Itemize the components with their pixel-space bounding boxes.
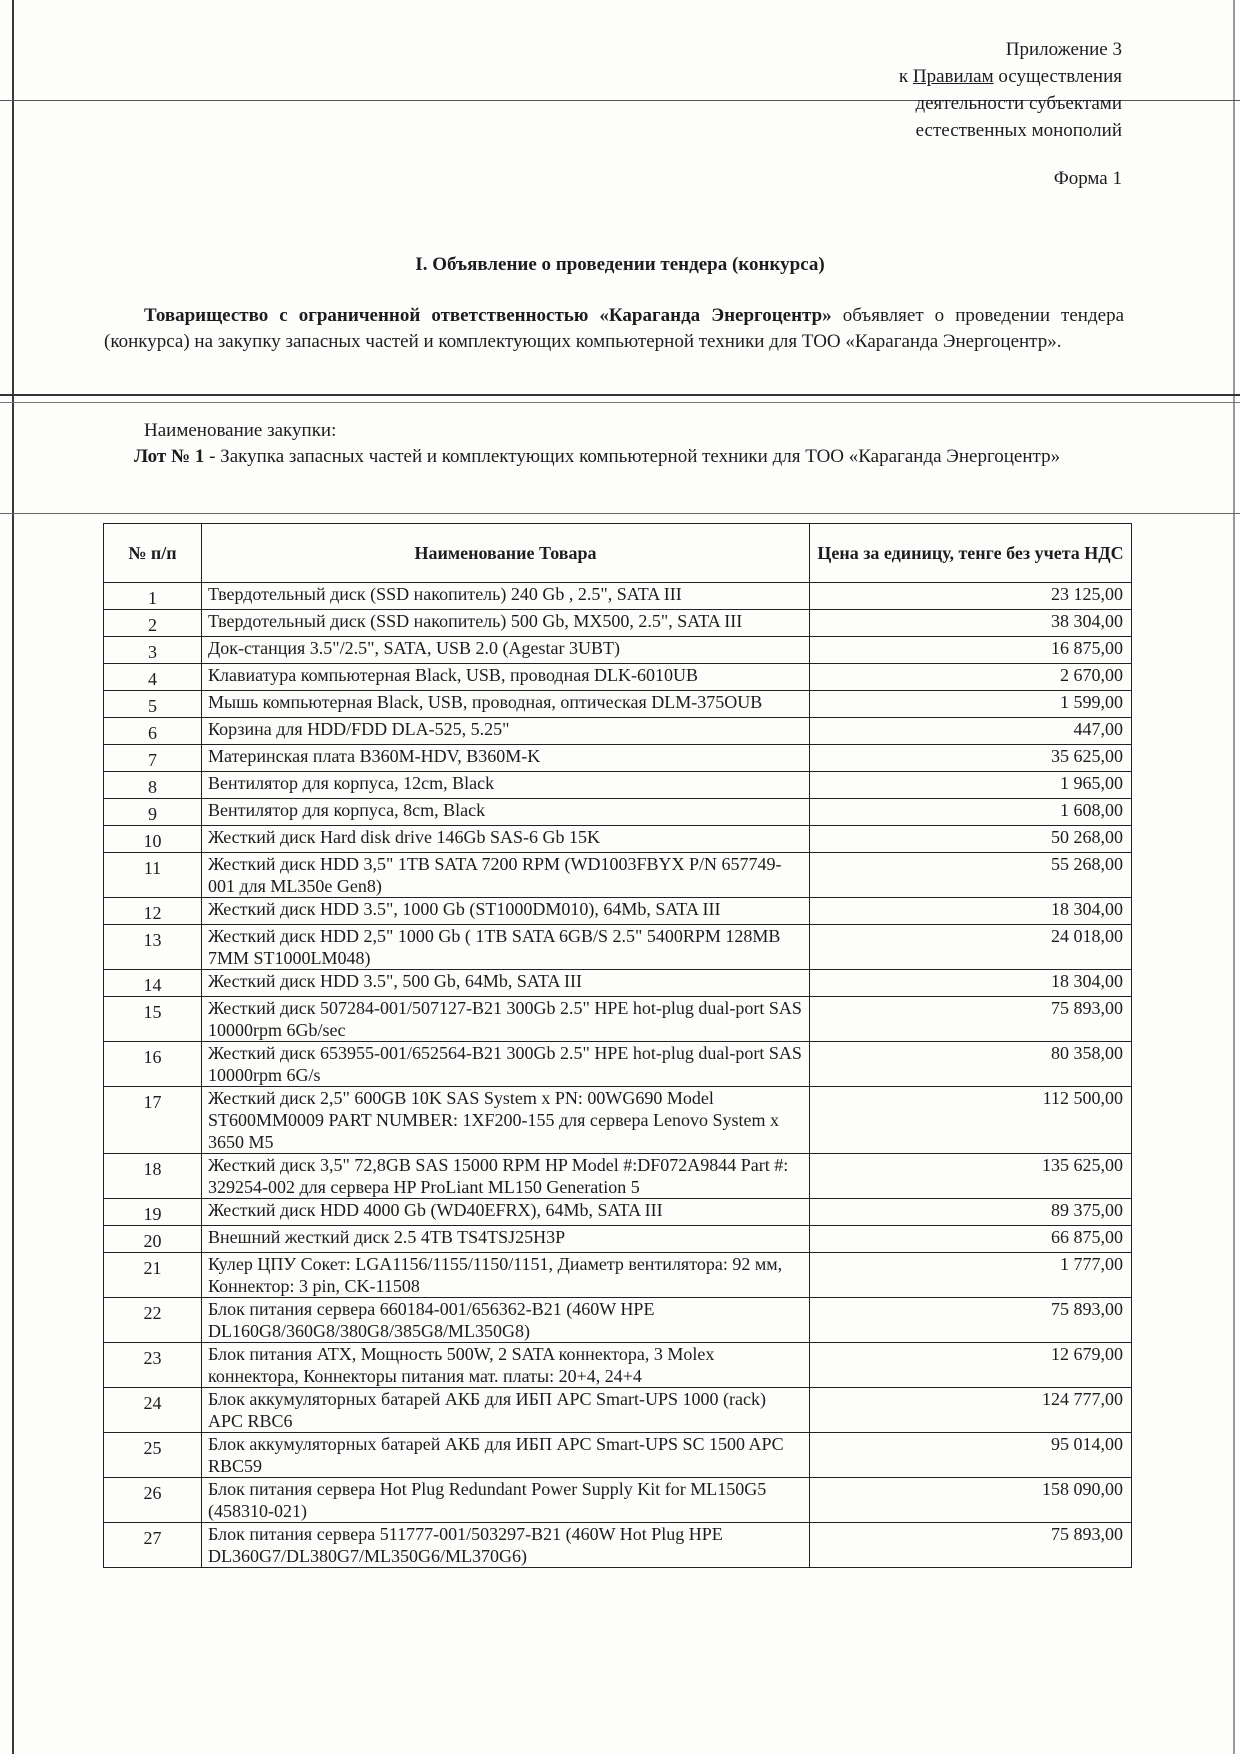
row-price: 1 965,00 xyxy=(810,772,1132,799)
row-price: 18 304,00 xyxy=(810,898,1132,925)
row-number: 22 xyxy=(104,1298,202,1343)
row-number: 24 xyxy=(104,1388,202,1433)
row-item-name: Вентилятор для корпуса, 8cm, Black xyxy=(202,799,810,826)
row-price: 447,00 xyxy=(810,718,1132,745)
row-item-name: Жесткий диск 2,5" 600GB 10K SAS System x PN: 00WG690 Model ST600MM0009 PART NUMBER: 1XF200-155 для сервера Lenovo System x 3650 M5 xyxy=(202,1087,810,1154)
row-price: 66 875,00 xyxy=(810,1226,1132,1253)
row-item-name: Жесткий диск HDD 3,5" 1TB SATA 7200 RPM (WD1003FBYX P/N 657749-001 для ML350e Gen8) xyxy=(202,853,810,898)
scan-line xyxy=(0,394,1240,396)
row-price: 135 625,00 xyxy=(810,1154,1132,1199)
row-price: 50 268,00 xyxy=(810,826,1132,853)
table-row xyxy=(104,1154,1132,1199)
row-price: 23 125,00 xyxy=(810,583,1132,610)
row-price: 1 608,00 xyxy=(810,799,1132,826)
row-item-name: Твердотельный диск (SSD накопитель) 500 Gb, MX500, 2.5", SATA III xyxy=(202,610,810,637)
row-price: 18 304,00 xyxy=(810,970,1132,997)
scan-line xyxy=(0,513,1240,514)
row-number: 4 xyxy=(104,664,202,691)
table-row xyxy=(104,583,1132,610)
row-number: 6 xyxy=(104,718,202,745)
row-item-name: Блок аккумуляторных батарей АКБ для ИБП APC Smart-UPS SC 1500 APC RBC59 xyxy=(202,1433,810,1478)
row-item-name: Жесткий диск HDD 2,5" 1000 Gb ( 1TB SATA 6GB/S 2.5" 5400RPM 128MB 7MM ST1000LM048) xyxy=(202,925,810,970)
row-price: 12 679,00 xyxy=(810,1343,1132,1388)
table-row xyxy=(104,1433,1132,1478)
header-number: № п/п xyxy=(104,524,202,583)
row-number: 13 xyxy=(104,925,202,970)
table-row xyxy=(104,925,1132,970)
table-row xyxy=(104,970,1132,997)
row-number: 15 xyxy=(104,997,202,1042)
table-row xyxy=(104,799,1132,826)
row-price: 124 777,00 xyxy=(810,1388,1132,1433)
table-row xyxy=(104,745,1132,772)
row-item-name: Твердотельный диск (SSD накопитель) 240 Gb , 2.5", SATA III xyxy=(202,583,810,610)
row-price: 1 777,00 xyxy=(810,1253,1132,1298)
row-item-name: Жесткий диск Hard disk drive 146Gb SAS-6 Gb 15K xyxy=(202,826,810,853)
row-number: 25 xyxy=(104,1433,202,1478)
row-price: 24 018,00 xyxy=(810,925,1132,970)
table-row xyxy=(104,772,1132,799)
rules-link[interactable]: Правилам xyxy=(912,66,994,87)
row-number: 8 xyxy=(104,772,202,799)
table-row xyxy=(104,997,1132,1042)
table-row xyxy=(104,1523,1132,1568)
row-number: 21 xyxy=(104,1253,202,1298)
row-price: 158 090,00 xyxy=(810,1478,1132,1523)
row-item-name: Блок аккумуляторных батарей АКБ для ИБП APC Smart-UPS 1000 (rack) APC RBC6 xyxy=(202,1388,810,1433)
table-row xyxy=(104,1343,1132,1388)
row-item-name: Док-станция 3.5"/2.5", SATA, USB 2.0 (Agestar 3UBT) xyxy=(202,637,810,664)
row-number: 17 xyxy=(104,1087,202,1154)
row-price: 80 358,00 xyxy=(810,1042,1132,1087)
row-number: 26 xyxy=(104,1478,202,1523)
table-row xyxy=(104,1388,1132,1433)
row-item-name: Материнская плата B360M-HDV, B360M-K xyxy=(202,745,810,772)
rules-reference: к Правилам осуществления xyxy=(898,66,1122,87)
row-number: 12 xyxy=(104,898,202,925)
intro-text: объявляет о проведении тендера (конкурса) на закупку запасных частей и комплектующих компьютерной техники для ТОО «Караганда Энергоцентр». xyxy=(104,305,1124,352)
row-price: 2 670,00 xyxy=(810,664,1132,691)
row-number: 19 xyxy=(104,1199,202,1226)
table-row xyxy=(104,1226,1132,1253)
form-number: Форма 1 xyxy=(1053,168,1122,189)
table-row xyxy=(104,826,1132,853)
row-number: 27 xyxy=(104,1523,202,1568)
appendix-header xyxy=(899,36,1122,144)
row-item-name: Блок питания сервера 660184-001/656362-B21 (460W HPE DL160G8/360G8/380G8/385G8/ML350G8) xyxy=(202,1298,810,1343)
appendix-number: Приложение 3 xyxy=(1005,39,1122,60)
row-number: 7 xyxy=(104,745,202,772)
header-line-4: естественных монополий xyxy=(915,120,1122,141)
row-item-name: Корзина для HDD/FDD DLA-525, 5.25" xyxy=(202,718,810,745)
table-row xyxy=(104,1042,1132,1087)
table-row xyxy=(104,898,1132,925)
row-number: 18 xyxy=(104,1154,202,1199)
row-price: 55 268,00 xyxy=(810,853,1132,898)
items-table xyxy=(103,523,1132,1568)
table-row xyxy=(104,718,1132,745)
row-price: 35 625,00 xyxy=(810,745,1132,772)
row-item-name: Жесткий диск 653955-001/652564-B21 300Gb 2.5" HPE hot-plug dual-port SAS 10000rpm 6G/s xyxy=(202,1042,810,1087)
row-number: 5 xyxy=(104,691,202,718)
row-number: 9 xyxy=(104,799,202,826)
row-item-name: Жесткий диск HDD 3.5", 500 Gb, 64Mb, SATA III xyxy=(202,970,810,997)
row-number: 2 xyxy=(104,610,202,637)
row-number: 14 xyxy=(104,970,202,997)
table-header-row xyxy=(104,524,1132,583)
table-row xyxy=(104,691,1132,718)
header-price: Цена за единицу, тенге без учета НДС xyxy=(810,524,1132,583)
row-item-name: Блок питания ATX, Мощность 500W, 2 SATA коннектора, 3 Molex коннектора, Коннекторы питания мат. платы: 20+4, 24+4 xyxy=(202,1343,810,1388)
lot-text: - Закупка запасных частей и комплектующих компьютерной техники для ТОО «Караганда Энергоцентр» xyxy=(204,446,1061,467)
purchase-label: Наименование закупки: xyxy=(144,420,337,441)
row-number: 1 xyxy=(104,583,202,610)
row-number: 16 xyxy=(104,1042,202,1087)
row-number: 10 xyxy=(104,826,202,853)
row-item-name: Внешний жесткий диск 2.5 4TB TS4TSJ25H3P xyxy=(202,1226,810,1253)
row-price: 1 599,00 xyxy=(810,691,1132,718)
row-item-name: Жесткий диск 3,5" 72,8GB SAS 15000 RPM HP Model #:DF072A9844 Part #: 329254-002 для сервера HP ProLiant ML150 Generation 5 xyxy=(202,1154,810,1199)
row-item-name: Клавиатура компьютерная Black, USB, проводная DLK-6010UB xyxy=(202,664,810,691)
table-row xyxy=(104,853,1132,898)
row-item-name: Кулер ЦПУ Сокет: LGA1156/1155/1150/1151, Диаметр вентилятора: 92 мм, Коннектор: 3 pin, CK-11508 xyxy=(202,1253,810,1298)
row-item-name: Блок питания сервера 511777-001/503297-B21 (460W Hot Plug HPE DL360G7/DL380G7/ML350G6/ML370G6) xyxy=(202,1523,810,1568)
row-price: 16 875,00 xyxy=(810,637,1132,664)
row-item-name: Жесткий диск HDD 3.5", 1000 Gb (ST1000DM010), 64Mb, SATA III xyxy=(202,898,810,925)
row-number: 11 xyxy=(104,853,202,898)
table-row xyxy=(104,1087,1132,1154)
table-row xyxy=(104,1298,1132,1343)
row-item-name: Жесткий диск HDD 4000 Gb (WD40EFRX), 64Mb, SATA III xyxy=(202,1199,810,1226)
table-row xyxy=(104,610,1132,637)
purchase-section xyxy=(104,418,1124,470)
table-row xyxy=(104,664,1132,691)
row-number: 3 xyxy=(104,637,202,664)
row-price: 95 014,00 xyxy=(810,1433,1132,1478)
row-item-name: Жесткий диск 507284-001/507127-B21 300Gb 2.5" HPE hot-plug dual-port SAS 10000rpm 6Gb/sec xyxy=(202,997,810,1042)
lot-label: Лот № 1 xyxy=(134,446,205,467)
table-row xyxy=(104,1478,1132,1523)
row-item-name: Мышь компьютерная Black, USB, проводная, оптическая DLM-375OUB xyxy=(202,691,810,718)
document-title: I. Объявление о проведении тендера (конкурса) xyxy=(415,254,825,275)
row-price: 75 893,00 xyxy=(810,1523,1132,1568)
scan-line xyxy=(0,402,1240,403)
header-line-3: деятельности субъектами xyxy=(915,93,1122,114)
row-price: 112 500,00 xyxy=(810,1087,1132,1154)
row-number: 20 xyxy=(104,1226,202,1253)
row-price: 38 304,00 xyxy=(810,610,1132,637)
intro-paragraph xyxy=(104,303,1124,355)
header-name: Наименование Товара xyxy=(202,524,810,583)
table-row xyxy=(104,1199,1132,1226)
table-row xyxy=(104,1253,1132,1298)
table-row xyxy=(104,637,1132,664)
lot-description xyxy=(104,444,1124,470)
row-item-name: Вентилятор для корпуса, 12cm, Black xyxy=(202,772,810,799)
row-number: 23 xyxy=(104,1343,202,1388)
company-name: Товарищество с ограниченной ответственностью «Караганда Энергоцентр» xyxy=(144,305,832,326)
row-price: 75 893,00 xyxy=(810,997,1132,1042)
row-price: 75 893,00 xyxy=(810,1298,1132,1343)
row-item-name: Блок питания сервера Hot Plug Redundant Power Supply Kit for ML150G5 (458310-021) xyxy=(202,1478,810,1523)
row-price: 89 375,00 xyxy=(810,1199,1132,1226)
